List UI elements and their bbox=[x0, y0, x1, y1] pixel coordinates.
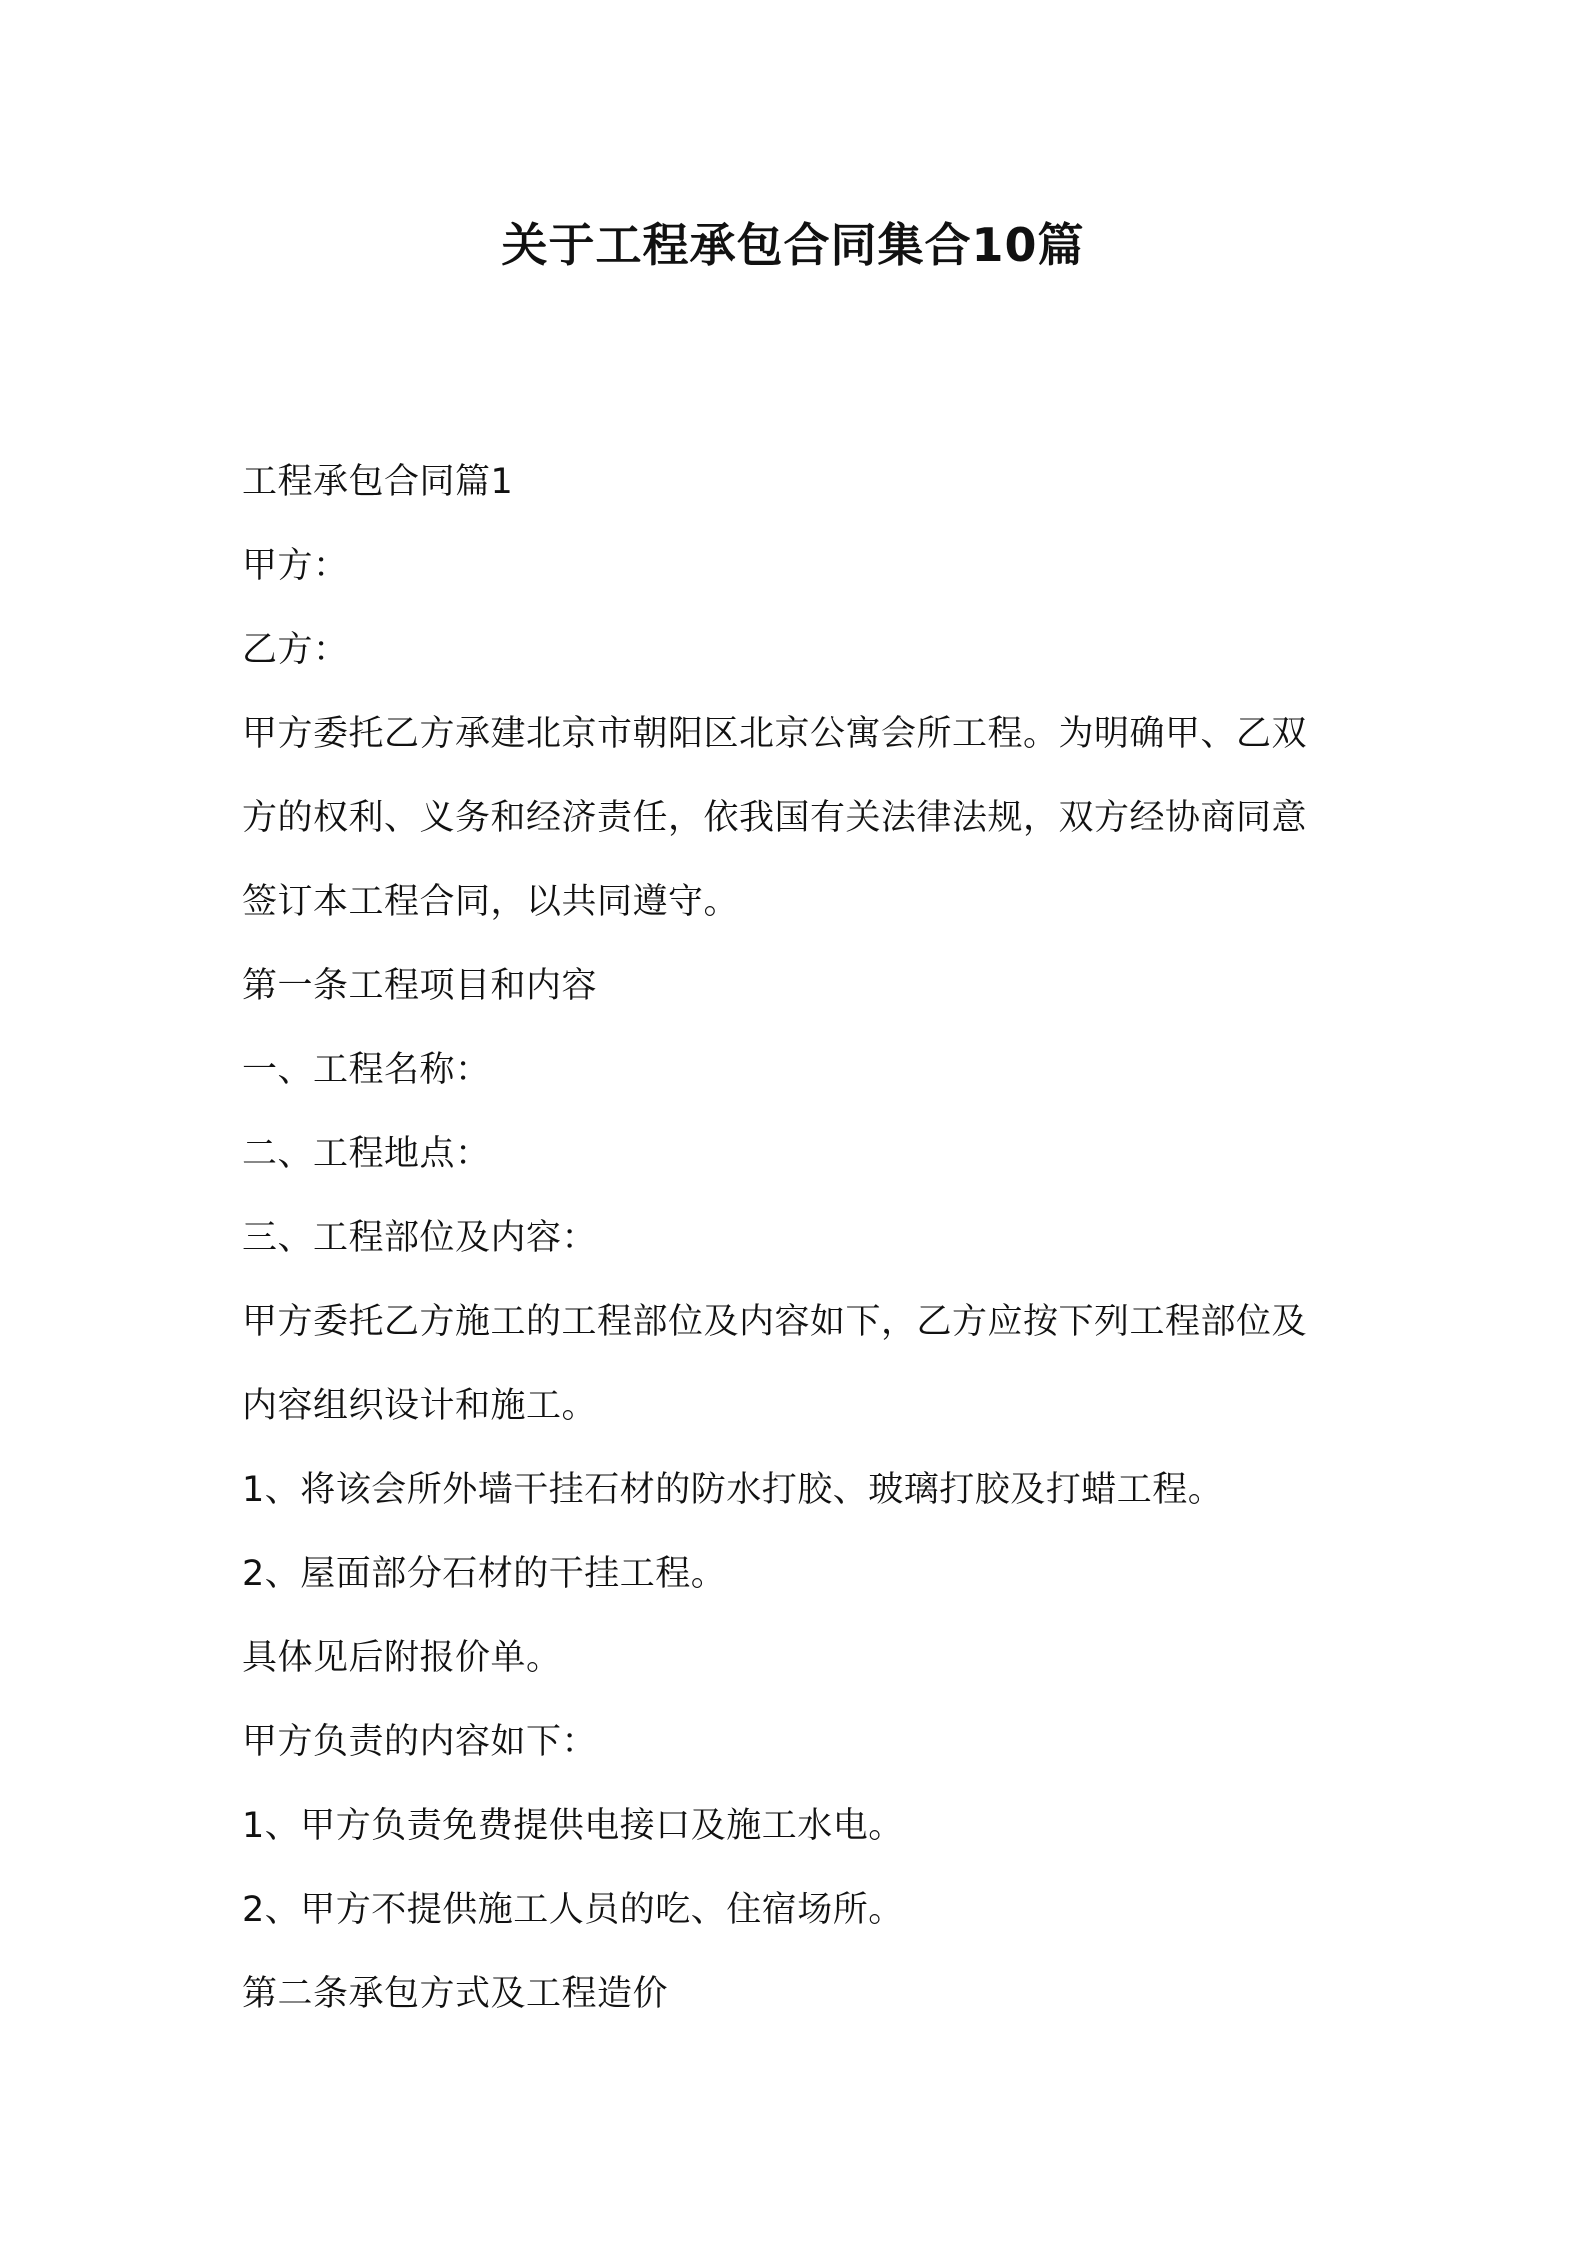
paragraph-line: 甲方委托乙方承建北京市朝阳区北京公寓会所工程。为明确甲、乙双 bbox=[242, 714, 1308, 754]
article-heading: 第二条承包方式及工程造价 bbox=[242, 1974, 669, 2014]
paragraph-line: 方的权利、义务和经济责任，依我国有关法律法规，双方经协商同意 bbox=[242, 798, 1308, 838]
document-body bbox=[242, 440, 1362, 2036]
list-item: 1、将该会所外墙干挂石材的防水打胶、玻璃打胶及打蜡工程。 bbox=[242, 1470, 1224, 1510]
article-heading: 第一条工程项目和内容 bbox=[242, 966, 598, 1006]
paragraph-line: 内容组织设计和施工。 bbox=[242, 1386, 598, 1426]
list-item: 2、屋面部分石材的干挂工程。 bbox=[242, 1554, 727, 1594]
list-item: 一、工程名称： bbox=[242, 1050, 491, 1090]
paragraph-line: 具体见后附报价单。 bbox=[242, 1638, 562, 1678]
paragraph-line: 甲方委托乙方施工的工程部位及内容如下，乙方应按下列工程部位及 bbox=[242, 1302, 1308, 1342]
list-item: 1、甲方负责免费提供电接口及施工水电。 bbox=[242, 1806, 904, 1846]
party-b-line: 乙方： bbox=[242, 630, 349, 670]
document-title: 关于工程承包合同集合10篇 bbox=[501, 218, 1085, 272]
paragraph-line: 签订本工程合同，以共同遵守。 bbox=[242, 882, 740, 922]
party-a-line: 甲方： bbox=[242, 546, 349, 586]
paragraph-line: 甲方负责的内容如下： bbox=[242, 1722, 598, 1762]
list-item: 2、甲方不提供施工人员的吃、住宿场所。 bbox=[242, 1890, 904, 1930]
list-item: 二、工程地点： bbox=[242, 1134, 491, 1174]
section-heading-contract-1: 工程承包合同篇1 bbox=[242, 462, 514, 502]
list-item: 三、工程部位及内容： bbox=[242, 1218, 598, 1258]
